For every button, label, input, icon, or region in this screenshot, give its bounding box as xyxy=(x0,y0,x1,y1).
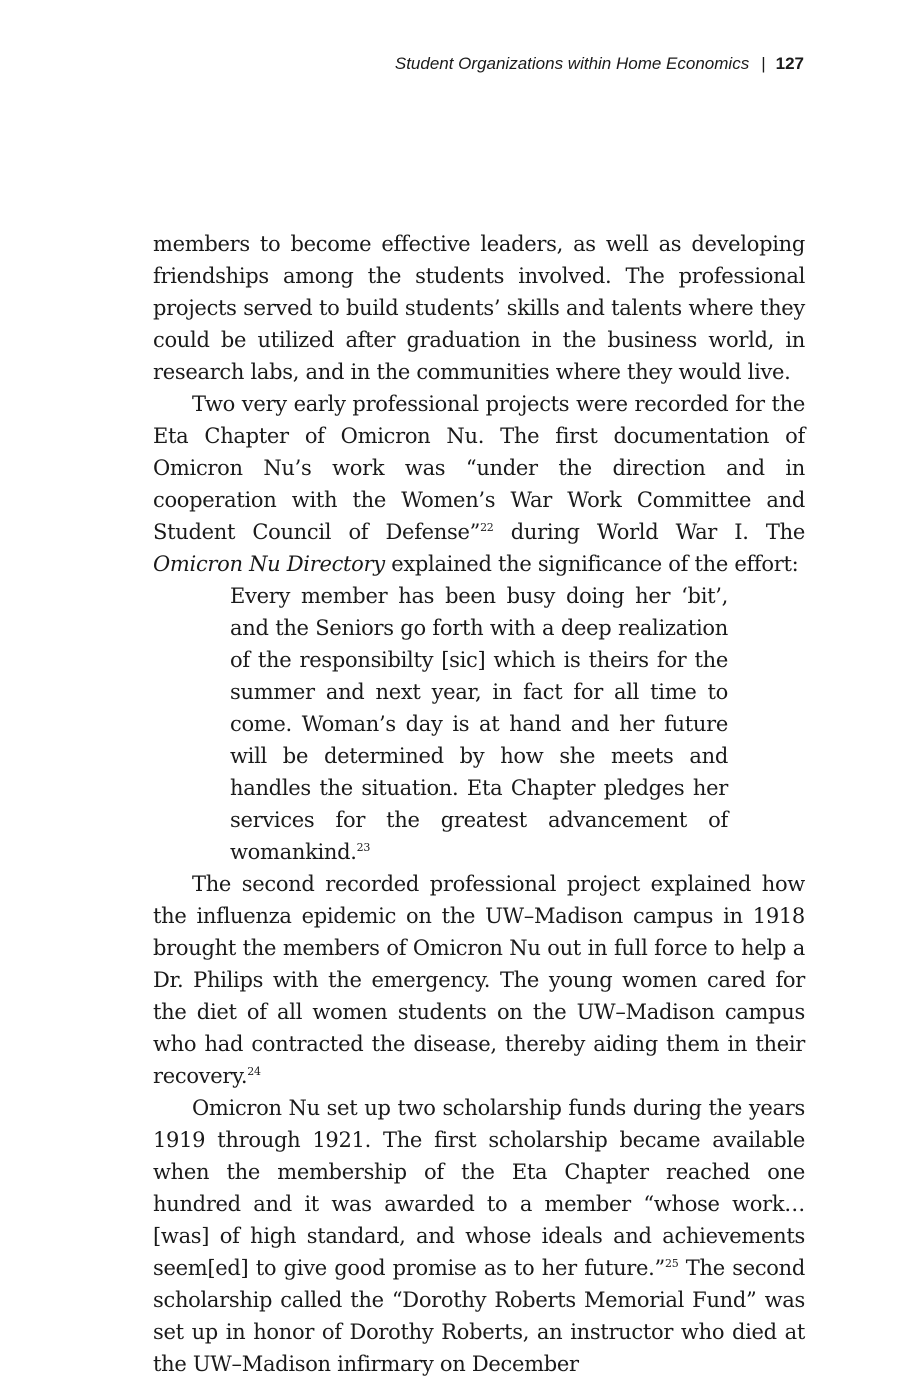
directory-title: Omicron Nu Directory xyxy=(153,552,385,576)
block-quote xyxy=(230,580,728,868)
footnote-ref-24[interactable]: 24 xyxy=(247,1065,261,1078)
footnote-ref-23[interactable]: 23 xyxy=(356,841,371,854)
footnote-ref-25[interactable]: 25 xyxy=(665,1257,679,1270)
body-text xyxy=(153,228,805,1380)
footnote-ref-22[interactable]: 22 xyxy=(480,521,494,534)
paragraph-2-text-c: explained the significance of the effort: xyxy=(384,552,799,576)
paragraph-2-text-b: during World War I. The xyxy=(493,520,805,544)
running-title: Student Organizations within Home Economics xyxy=(394,54,750,73)
block-quote-text: Every member has been busy doing her ‘bit’, and the Seniors go forth with a deep realization of the responsibilty [sic] which is theirs for the summer and next year, in fact for all time to come. Woman’s day is at hand and her future will be determined by how she meets and handles the situation. Eta Chapter pledges her services for the greatest advancement of womankind. xyxy=(230,584,728,864)
page-number: 127 xyxy=(775,54,804,73)
paragraph-2-text-a: Two very early professional projects were recorded for the Eta Chapter of Omicron Nu. The first documentation of Omicron Nu’s work was “under the direction and in cooperation with the Women’s War Work Committee and Student Council of Defense” xyxy=(153,392,805,544)
header-separator: | xyxy=(761,54,766,73)
paragraph-1 xyxy=(153,228,805,388)
paragraph-4-text-b: The second scholarship called the “Dorothy Roberts Memorial Fund” was set up in honor of Dorothy Roberts, an instructor who died at the UW–Madison infirmary on December xyxy=(153,1256,805,1376)
paragraph-2 xyxy=(153,388,805,580)
paragraph-4 xyxy=(153,1092,805,1380)
running-head xyxy=(395,54,804,74)
paragraph-3 xyxy=(153,868,805,1092)
paragraph-1-text: members to become effective leaders, as well as developing friendships among the students involved. The professional projects served to build students’ skills and talents where they could be utilized after graduation in the business world, in research labs, and in the communities where they would live. xyxy=(153,232,805,384)
paragraph-4-text-a: Omicron Nu set up two scholarship funds during the years 1919 through 1921. The first scholarship became available when the membership of the Eta Chapter reached one hundred and it was awarded to a member “whose work…[was] of high standard, and whose ideals and achievements seem[ed] to give good promise as to her future.” xyxy=(153,1096,805,1280)
paragraph-3-text: The second recorded professional project explained how the influenza epidemic on the UW–Madison campus in 1918 brought the members of Omicron Nu out in full force to help a Dr. Philips with the emergency. The young women cared for the diet of all women students on the UW–Madison campus who had contracted the disease, thereby aiding them in their recovery. xyxy=(153,872,805,1088)
